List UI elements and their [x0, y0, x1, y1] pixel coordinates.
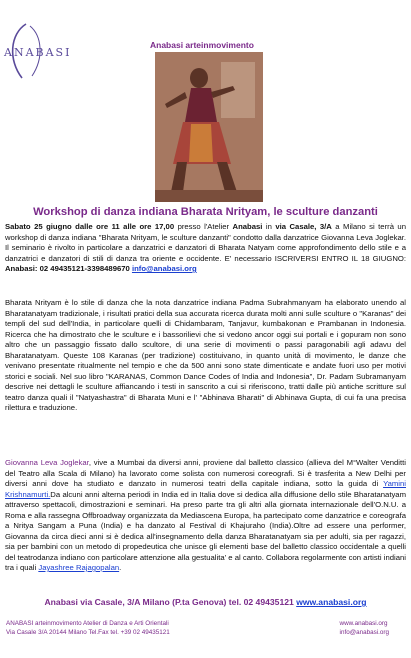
website-link[interactable]: www.anabasi.org: [296, 597, 367, 607]
dancer-photo: [155, 52, 263, 202]
text-span: , vive a Mumbai da diversi anni, proviene dal balletto classico (allieva del M°Walter Venditti del Teatro alla Scala di Milano) ha lavorato come solista con numerosi coreografi. Si è trasferita a New Delhi per diversi anni dove ha studiato e danzato in numerosi teatri della capitale indiana, sotto la guida di: [5, 458, 406, 488]
footer-email[interactable]: info@anabasi.org: [339, 628, 389, 636]
yamini-link[interactable]: Yamini Krishnamurti.: [5, 479, 406, 499]
text-span: .: [119, 563, 122, 572]
date-time: Sabato 25 giugno dalle ore 11 alle ore 17,00: [5, 222, 175, 231]
text-span: a Milano si terrà un workshop di danza indiana "Bharata Nrityam, le sculture danzanti" condotto dalla danzatrice Giovanna Leva Joglekar. Il seminario è rivolto in particolare a danzatrici e danzatori di Bharata Natyam come approfondimento dello stile e a danzatrici e danzatori di stili di danza tra oriente e occidente. E' necessario ISCRIVERSI ENTRO IL 18 GIUGNO:: [5, 222, 406, 263]
footer-line-2: Via Casale 3/A 20144 Milano Tel.Fax tel. +39 02 49435121: [6, 628, 170, 636]
footer-website[interactable]: www.anabasi.org: [339, 620, 388, 627]
jayashree-link[interactable]: Jayashree Rajagopalan: [38, 563, 120, 572]
text-span: Da alcuni anni alterna periodi in India ed in Italia dove si dedica alla diffusione dello stile Bharatanatyam attraverso spettacoli, dimostrazioni e seminari. Ha preso parte tra gli altri alla giornata internazionale dell'O.N.U. a Roma e alla rassegna Offbroadway organizzata da Mediascena Europa, ha partecipato come danzatrice e coreografa a Nritya Sangam a Puna (India) e ha danzato al Festival di Khajuraho (India).Oltre ad essere una performer, Giovanna da circa dieci anni si è dedica all'insegnamento della danza Bharatanatyam sia per adulti, sia per ragazzi, sia per bambini con un metodo di propedeutica che unisce gli elementi base del balletto classico occidentale a quelli del teatrodanza indiano con particolare attenzione alla gestualita' e al canto. Collabora regolarmente con artisti indiani tra i quali: [5, 489, 406, 572]
contact-line: [0, 597, 411, 607]
contact-text: Anabasi via Casale, 3/A Milano (P.ta Genova) tel. 02 49435121: [44, 597, 297, 607]
teacher-name: Giovanna Leva Joglekar: [5, 458, 89, 467]
text-span: presso l'Atelier: [174, 222, 233, 231]
bharata-nrityam-paragraph: Bharata Nrityam è lo stile di danza che la nota danzatrice indiana Padma Subrahmanyam ha elaborato unendo al Bharatanatyam tradizionale, i risultati pratici della sua accurata ricerca durata molti anni sulle sculture o "Karanas" dei templi del sud dell'India, in particolare quelli di Chidambaram, Tanjavur, kumbakonan e Prambanan in Indonesia. Ricerca che ha dimostrato che le sculture e i bassorilievi che si vedono ancor oggi sui portali e i gopuram non sono altro che un passaggio fissato dallo scultore, di una serie di movimenti o passi paragonabili agli adavu del Bharatanatyam. Queste 108 Karanas (per tradizione) costituivano, in quanto unità di movimento, le danze che venivano presentate ritualmente nel tempio e che da 500 anni sono state dimenticate e andate fuori uso per motivi storici e sociali. Nel suo libro "KARANAS, Common Dance Codes of India and Indonesia", Dr. Padam Subramanyam descrive nei dettagli le sculture affiancando i testi in sanscrito a cui si riferiscono, tratti dalle più antiche scritture sul teatro danza quali il "Natyashastra" di Bharata Muni e l' "Abhinava Bharati" di Abhinava Gupta, di cui fa una precisa rilettura e traduzione.: [5, 298, 406, 412]
workshop-title: Workshop di danza indiana Bharata Nrityam, le sculture danzanti: [33, 206, 378, 218]
footer-links: [340, 620, 389, 637]
email-link[interactable]: info@anabasi.org: [131, 264, 197, 273]
teacher-bio-paragraph: [5, 458, 406, 574]
footer-address: [6, 620, 170, 637]
phone-numbers: Anabasi: 02 49435121-3398489670: [5, 264, 132, 273]
venue-name: Anabasi: [232, 222, 263, 231]
org-heading: Anabasi arteinmovimento: [150, 40, 254, 50]
footer-line-1: ANABASI arteinmovimento Atelier di Danza e Arti Orientali: [6, 620, 169, 627]
intro-paragraph: [5, 222, 406, 275]
venue-address: via Casale, 3/A: [275, 222, 332, 231]
text-span: in: [262, 222, 276, 231]
logo-text: ANABASI: [4, 46, 72, 59]
